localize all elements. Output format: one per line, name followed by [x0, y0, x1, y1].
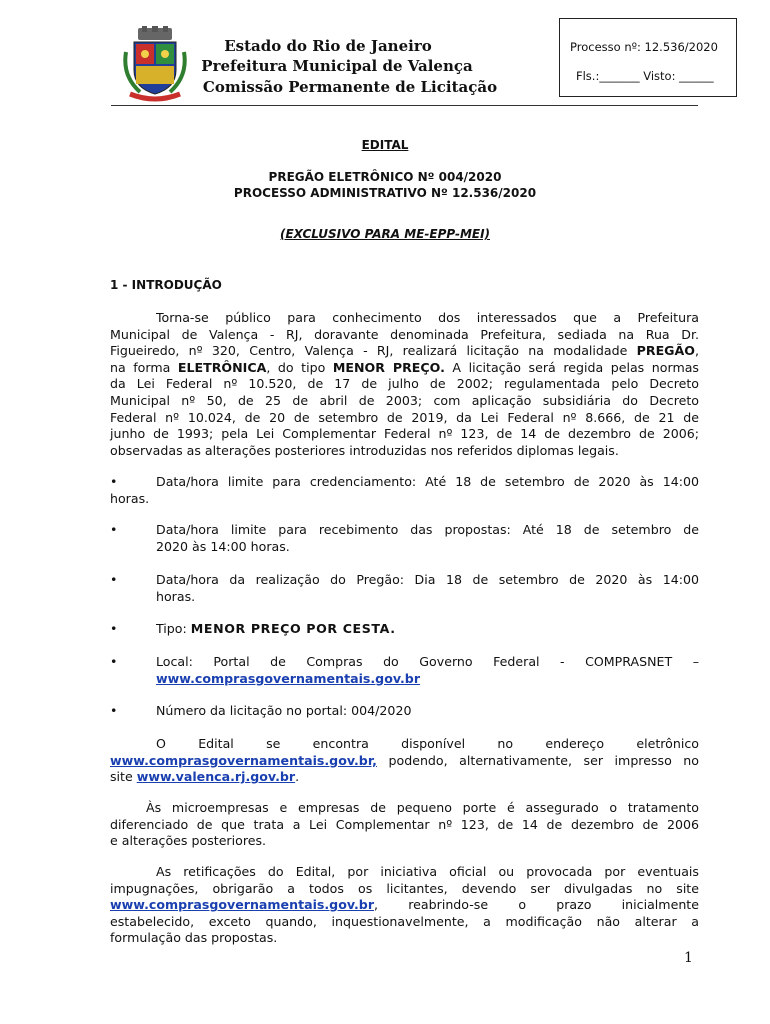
bullet-icon: •	[110, 654, 118, 669]
process-box	[559, 18, 737, 97]
header-divider	[111, 105, 698, 106]
bullet-icon: •	[110, 522, 118, 537]
me-line-2: diferenciado de que trata a Lei Complementar nº 123, de 14 de dezembro de 2006	[110, 816, 699, 832]
header-commission: Comissão Permanente de Licitação	[202, 78, 498, 96]
ret-line-4: estabelecido, exceto quando, inquestionavelmente, a modificação não alterar a	[110, 913, 699, 929]
edital-line-2: www.comprasgovernamentais.gov.br, podendo, alternativamente, ser impresso no	[110, 752, 699, 768]
fls-visto: Fls.:_______ Visto: ______	[576, 69, 714, 83]
me-line-3: e alterações posteriores.	[110, 833, 267, 849]
bullet-realizacao-cont: horas.	[156, 588, 196, 604]
comprasnet-link[interactable]: www.comprasgovernamentais.gov.br	[156, 670, 421, 686]
bullet-realizacao: Data/hora da realização do Pregão: Dia 18 de setembro de 2020 às 14:00	[156, 572, 699, 587]
intro-line-9: observadas as alterações posteriores introduzidas nos referidos diplomas legais.	[110, 442, 619, 458]
bullet-icon: •	[110, 474, 118, 489]
bullet-icon: •	[110, 703, 118, 718]
ret-line-1: As retificações do Edital, por iniciativa oficial ou provocada por eventuais	[156, 864, 699, 879]
processo-title: PROCESSO ADMINISTRATIVO Nº 12.536/2020	[233, 186, 537, 200]
comprasnet-link[interactable]: www.comprasgovernamentais.gov.br	[110, 897, 375, 913]
header-state: Estado do Rio de Janeiro	[224, 37, 432, 55]
bullet-local-link-line	[156, 671, 699, 688]
bullet-credenciamento-cont: horas.	[110, 490, 150, 506]
intro-line-6: Municipal nº 50, de 25 de abril de 2003; com aplicação subsidiária do Decreto	[110, 393, 699, 408]
intro-line-8: junho de 1993; pela Lei Complementar Federal nº 123, de 14 de dezembro de 2006;	[110, 426, 699, 442]
intro-line-4: na forma ELETRÔNICA, do tipo MENOR PREÇO. A licitação será regida pelas normas	[110, 359, 699, 375]
ret-line-2: impugnações, obrigarão a todos os licitantes, devendo ser divulgadas no site	[110, 880, 699, 896]
doc-title-edital: EDITAL	[361, 138, 409, 152]
edital-line-3: site www.valenca.rj.gov.br.	[110, 769, 300, 785]
bullet-credenciamento: Data/hora limite para credenciamento: Até 18 de setembro de 2020 às 14:00	[156, 474, 699, 489]
intro-line-5: da Lei Federal nº 10.520, de 17 de julho de 2002; regulamentada pelo Decreto	[110, 376, 699, 392]
bullet-icon: •	[110, 621, 118, 636]
comprasnet-link[interactable]: www.comprasgovernamentais.gov.br,	[110, 752, 377, 768]
intro-line-1: Torna-se público para conhecimento dos interessados que a Prefeitura	[156, 310, 699, 325]
bullet-propostas: Data/hora limite para recebimento das propostas: Até 18 de setembro de	[156, 522, 699, 537]
intro-line-3: Figueiredo, nº 320, Centro, Valença - RJ, realizará licitação na modalidade PREGÃO,	[110, 343, 699, 359]
section-heading-introducao: 1 - INTRODUÇÃO	[110, 278, 222, 292]
pregao-title: PREGÃO ELETRÔNICO Nº 004/2020	[268, 170, 502, 184]
page-number: 1	[684, 950, 693, 966]
exclusivo-title: (EXCLUSIVO PARA ME-EPP-MEI)	[279, 227, 491, 241]
intro-line-7: Federal nº 10.024, de 20 de setembro de 2019, da Lei Federal nº 8.666, de 21 de	[110, 409, 699, 425]
edital-line-1: O Edital se encontra disponível no endereço eletrônico	[156, 736, 699, 751]
process-number: Processo nº: 12.536/2020	[570, 40, 718, 54]
intro-line-2: Municipal de Valença - RJ, doravante denominada Prefeitura, sediada na Rua Dr.	[110, 326, 699, 342]
bullet-propostas-cont: 2020 às 14:00 horas.	[156, 538, 290, 554]
ret-line-5: formulação das propostas.	[110, 930, 278, 946]
bullet-tipo: Tipo: MENOR PREÇO POR CESTA.	[156, 621, 396, 636]
header-prefeitura: Prefeitura Municipal de Valença	[201, 57, 473, 75]
bullet-numero: Número da licitação no portal: 004/2020	[156, 703, 412, 718]
bullet-local: Local: Portal de Compras do Governo Federal - COMPRASNET –	[156, 654, 699, 669]
bullet-icon: •	[110, 572, 118, 587]
me-line-1: Às microempresas e empresas de pequeno porte é assegurado o tratamento	[146, 800, 699, 815]
ret-line-3: www.comprasgovernamentais.gov.br, reabrindo-se o prazo inicialmente	[110, 897, 699, 913]
valenca-link[interactable]: www.valenca.rj.gov.br	[136, 769, 296, 785]
